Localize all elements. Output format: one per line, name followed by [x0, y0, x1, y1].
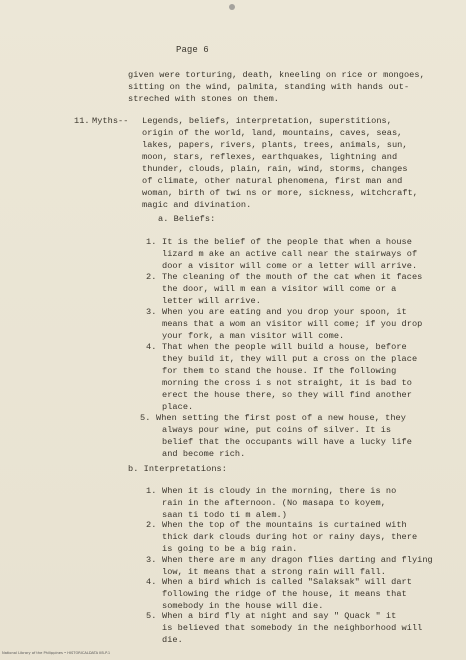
intro-line: given were torturing, death, kneeling on rice or mongoes,	[128, 70, 425, 80]
interpretation-line: saan ti todo ti m alem.)	[162, 510, 287, 520]
section-line: magic and divination.	[142, 200, 252, 210]
archive-footer: National Library of the Philippines • HISTORICALDATA IIB-P.1	[2, 651, 111, 655]
interpretation-line: When there are m any dragon flies darting and flying	[162, 555, 433, 565]
belief-line: morning the cross i s not straight, it is bad to	[162, 378, 412, 388]
belief-line: place.	[162, 402, 194, 412]
belief-line: and become rich.	[162, 449, 246, 459]
interpretation-number: 5.	[146, 611, 157, 621]
section-line: Legends, beliefs, interpretation, superstitions,	[142, 116, 392, 126]
belief-line: door a visitor will come or a letter will arrive.	[162, 261, 418, 271]
belief-line: That when the people will build a house, before	[162, 342, 407, 352]
belief-number: 3.	[146, 307, 157, 317]
belief-line: It is the belief of the people that when a house	[162, 237, 412, 247]
belief-line: When you are eating and you drop your spoon, it	[162, 307, 407, 317]
belief-line: for them to stand the house. If the following	[162, 366, 397, 376]
interpretation-number: 4.	[146, 577, 157, 587]
interpretation-line: When a bird fly at night and say " Quack " it	[162, 611, 397, 621]
interpretations-heading: b. Interpretations:	[128, 464, 227, 474]
interpretation-line: low, it means that a strong rain will fall.	[162, 567, 386, 577]
interpretation-line: somebody in the house will die.	[162, 601, 324, 611]
belief-line: erect the house there, so they will find another	[162, 390, 412, 400]
belief-line: When setting the first post of a new house, they	[156, 413, 406, 423]
interpretation-number: 1.	[146, 486, 157, 496]
section-line: origin of the world, land, mountains, caves, seas,	[142, 128, 403, 138]
belief-line: The cleaning of the mouth of the cat when it faces	[162, 272, 423, 282]
section-title: Myths--	[92, 116, 129, 126]
section-line: moon, stars, reflexes, earthquakes, lightning and	[142, 152, 398, 162]
interpretation-line: When it is cloudy in the morning, there is no	[162, 486, 397, 496]
section-line: lakes, papers, rivers, plants, trees, animals, sun,	[142, 140, 408, 150]
belief-line: means that a wom an visitor will come; if you drop	[162, 319, 423, 329]
belief-number: 1.	[146, 237, 157, 247]
intro-line: sitting on the wind, palmita, standing with hands out-	[128, 82, 410, 92]
interpretation-number: 2.	[146, 520, 157, 530]
belief-number: 4.	[146, 342, 157, 352]
belief-number: 5.	[140, 413, 151, 423]
section-line: woman, birth of twi ns or more, sickness, witchcraft,	[142, 188, 418, 198]
section-line: thunder, clouds, plain, rain, wind, storms, changes	[142, 164, 408, 174]
interpretation-line: die.	[162, 635, 183, 645]
interpretation-line: following the ridge of the house, it means that	[162, 589, 407, 599]
interpretation-line: is believed that somebody in the neighborhood will	[162, 623, 423, 633]
belief-line: they build it, they will put a cross on the place	[162, 354, 418, 364]
intro-line: streched with stones on them.	[128, 94, 280, 104]
belief-line: belief that the occupants will have a lucky life	[162, 437, 412, 447]
interpretation-line: When a bird which is called "Salaksak" will dart	[162, 577, 412, 587]
belief-number: 2.	[146, 272, 157, 282]
beliefs-heading: a. Beliefs:	[158, 214, 216, 224]
belief-line: lizard m ake an active call near the stairways of	[162, 249, 418, 259]
belief-line: your fork, a man visitor will come.	[162, 331, 345, 341]
interpretation-line: rain in the afternoon. (No masapa to koyem,	[162, 498, 386, 508]
binding-hole-mark	[229, 4, 235, 10]
interpretation-line: When the top of the mountains is curtained with	[162, 520, 407, 530]
interpretation-line: thick dark clouds during hot or rainy days, there	[162, 532, 418, 542]
page-label: Page 6	[176, 45, 209, 55]
belief-line: always pour wine, put coins of silver. It is	[162, 425, 392, 435]
belief-line: the door, will m ean a visitor will come or a	[162, 284, 397, 294]
belief-line: letter will arrive.	[162, 296, 261, 306]
section-number: 11.	[74, 116, 90, 126]
interpretation-line: is going to be a big rain.	[162, 544, 298, 554]
interpretation-number: 3.	[146, 555, 157, 565]
section-line: of climate, other natural phenomena, first man and	[142, 176, 403, 186]
